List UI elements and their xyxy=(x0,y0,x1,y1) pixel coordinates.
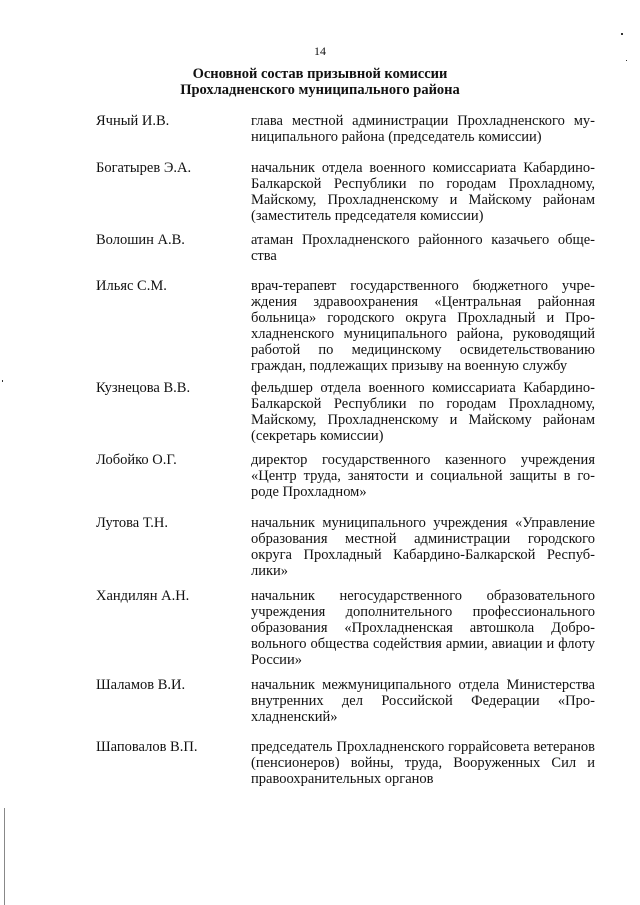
member-role: врач-терапевт государственного бюджетного учреждения здравоохранения «Центральная районная больница» городского округа Прохладный и Прохладненского муниципального района, руководящий работой по медицинскому освидетельствованию граждан, подлежащих призыву на военную службу xyxy=(251,278,595,374)
member-role: начальник негосударственного образовательного учреждения дополнительного профессионального образования «Прохладненская автошкола Добровольного общества содействия армии, авиации и флоту России» xyxy=(251,588,595,668)
scan-speck xyxy=(621,33,623,35)
member-role: фельдшер отдела военного комиссариата Кабардино-Балкарской Республики по городам Прохладному, Майскому, Прохладненскому и Майскому районам (секретарь комиссии) xyxy=(251,380,595,444)
member-role: начальник муниципального учреждения «Управление образования местной администрации городского округа Прохладный Кабардино-Балкарской Республики» xyxy=(251,515,595,579)
member-name: Богатырев Э.А. xyxy=(96,160,192,176)
member-name: Кузнецова В.В. xyxy=(96,380,191,396)
scan-speck xyxy=(2,380,3,382)
member-role: начальник межмуниципального отдела Министерства внутренних дел Российской Федерации «Прохладненский» xyxy=(251,677,595,725)
member-role: председатель Прохладненского горрайсовета ветеранов (пенсионеров) войны, труда, Вооруженных Сил и правоохранительных органов xyxy=(251,739,595,787)
member-role: глава местной администрации Прохладненского муниципального района (председатель комиссии) xyxy=(251,113,595,145)
member-name: Шаламов В.И. xyxy=(96,677,186,693)
member-name: Ячный И.В. xyxy=(96,113,170,129)
member-name: Ильяс С.М. xyxy=(96,278,167,294)
scan-speck xyxy=(626,60,627,61)
member-role: начальник отдела военного комиссариата Кабардино-Балкарской Республики по городам Прохладному, Майскому, Прохладненскому и Майскому районам (заместитель председателя комиссии) xyxy=(251,160,595,224)
member-name: Шаповалов В.П. xyxy=(96,739,198,755)
page-title xyxy=(0,66,640,98)
member-role: директор государственного казенного учреждения «Центр труда, занятости и социальной защиты в городе Прохладном» xyxy=(251,452,595,500)
member-name: Лутова Т.Н. xyxy=(96,515,168,531)
member-name: Хандилян А.Н. xyxy=(96,588,190,604)
member-name: Волошин А.В. xyxy=(96,232,185,248)
member-name: Лобойко О.Г. xyxy=(96,452,177,468)
title-line-1: Основной состав призывной комиссии xyxy=(192,66,448,82)
member-role: атаман Прохладненского районного казачьего общества xyxy=(251,232,595,264)
scan-edge-mark xyxy=(4,808,5,905)
page-number: 14 xyxy=(314,44,326,58)
title-line-2: Прохладненского муниципального района xyxy=(180,82,460,98)
